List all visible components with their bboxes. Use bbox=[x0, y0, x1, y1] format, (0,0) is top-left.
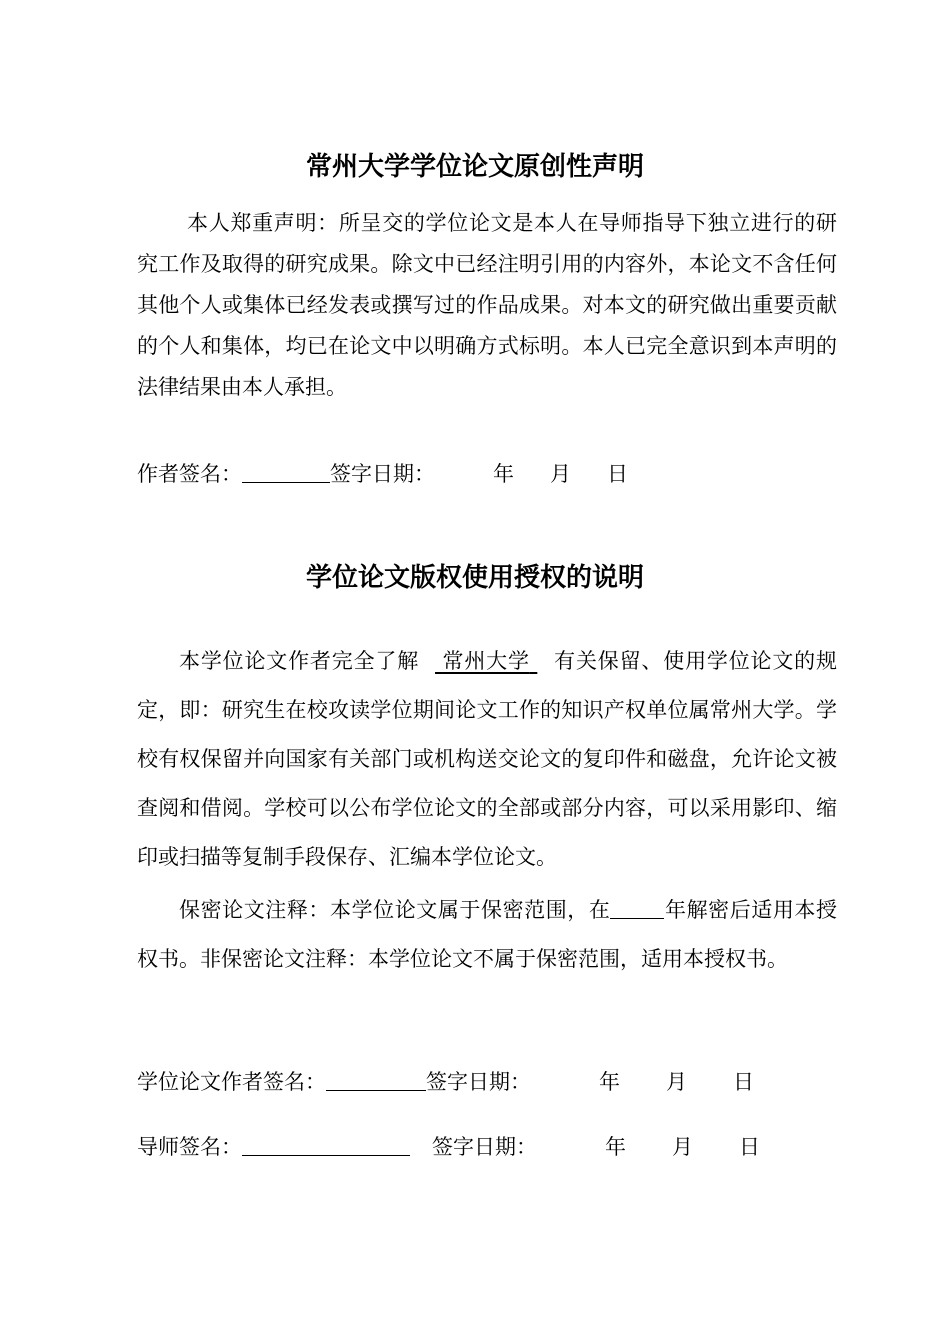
author-day-label: 日 bbox=[733, 1070, 754, 1094]
authorization-body-start: 本学位论文作者完全了解 bbox=[179, 649, 420, 673]
thesis-author-signature-field[interactable] bbox=[326, 1068, 426, 1091]
secrecy-note-rest: 年解密后适用本授权书。非保密论文注释：本学位论文不属于保密范围，适用本授权书。 bbox=[137, 898, 838, 971]
supervisor-signature-field[interactable] bbox=[242, 1133, 410, 1156]
author-signature-label: 作者签名： bbox=[137, 462, 242, 486]
supervisor-year-label: 年 bbox=[605, 1135, 626, 1159]
author-sign-date-label: 签字日期： bbox=[426, 1070, 531, 1094]
authorization-body-rest: 有关保留、使用学位论文的规定，即：研究生在校攻读学位期间论文工作的知识产权单位属常州大学。学校有权保留并向国家有关部门或机构送交论文的复印件和磁盘，允许论文被查阅和借阅。学校可以公布学位论文的全部或部分内容，可以采用影印、缩印或扫描等复制手段保存、汇编本学位论文。 bbox=[137, 649, 837, 869]
year-label: 年 bbox=[493, 462, 514, 486]
month-label: 月 bbox=[550, 462, 571, 486]
author-signature-row bbox=[137, 1068, 754, 1096]
supervisor-signature-label: 导师签名： bbox=[137, 1135, 242, 1159]
supervisor-sign-date-label: 签字日期： bbox=[432, 1135, 537, 1159]
supervisor-month-label: 月 bbox=[672, 1135, 693, 1159]
author-signature-field[interactable] bbox=[242, 460, 330, 483]
authorization-title: 学位论文版权使用授权的说明 bbox=[305, 563, 644, 593]
secrecy-note-start: 保密论文注释：本学位论文属于保密范围，在 bbox=[179, 898, 611, 922]
sign-date-label: 签字日期： bbox=[330, 462, 435, 486]
secrecy-years-field[interactable] bbox=[610, 896, 664, 919]
supervisor-signature-row bbox=[137, 1133, 760, 1161]
author-month-label: 月 bbox=[666, 1070, 687, 1094]
thesis-author-signature-label: 学位论文作者签名： bbox=[137, 1070, 326, 1094]
day-label: 日 bbox=[607, 462, 628, 486]
declaration-signature-row bbox=[137, 460, 628, 488]
declaration-title: 常州大学学位论文原创性声明 bbox=[305, 152, 644, 182]
secrecy-note bbox=[137, 886, 837, 984]
declaration-body: 本人郑重声明：所呈交的学位论文是本人在导师指导下独立进行的研究工作及取得的研究成果。除文中已经注明引用的内容外，本论文不含任何其他个人或集体已经发表或撰写过的作品成果。对本文的研究做出重要贡献的个人和集体，均已在论文中以明确方式标明。本人已完全意识到本声明的法律结果由本人承担。 bbox=[137, 211, 837, 399]
authorization-body bbox=[137, 637, 837, 882]
author-year-label: 年 bbox=[599, 1070, 620, 1094]
university-name: 常州大学 bbox=[442, 649, 530, 673]
supervisor-day-label: 日 bbox=[739, 1135, 760, 1159]
